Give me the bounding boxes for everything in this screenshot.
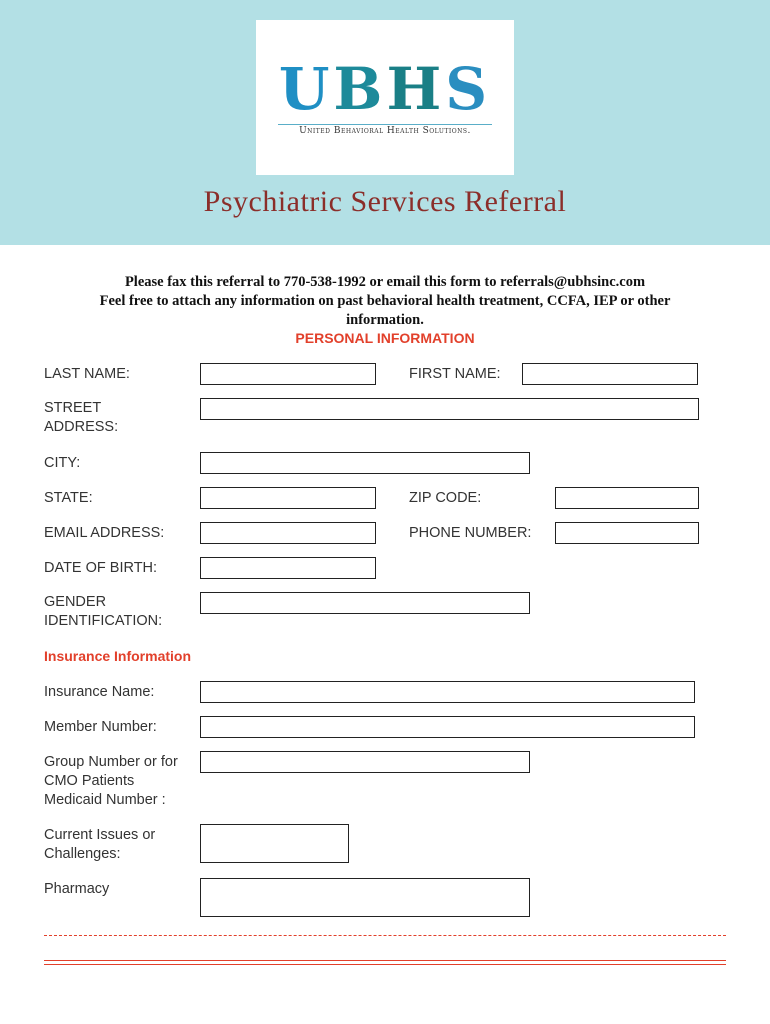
insurance-name-label: Insurance Name: (44, 684, 155, 700)
street-address-field[interactable] (200, 398, 699, 420)
phone-field[interactable] (555, 522, 699, 544)
email-field[interactable] (200, 522, 376, 544)
current-issues-label: Current Issues or Challenges: (44, 827, 156, 862)
insurance-heading: Insurance Information (44, 648, 192, 664)
member-number-label: Member Number: (44, 719, 157, 735)
last-name-label: LAST NAME: (44, 366, 130, 382)
intro-line-attach: Feel free to attach any information on past behavioral health treatment, CCFA, IEP or other information. (99, 293, 671, 328)
dob-label: DATE OF BIRTH: (44, 560, 158, 576)
dashed-divider (44, 935, 726, 936)
phone-label: PHONE NUMBER: (409, 525, 532, 541)
street-address-label: STREET ADDRESS: (44, 400, 119, 435)
email-label: EMAIL ADDRESS: (44, 525, 165, 541)
intro-line-fax: Please fax this referral to 770-538-1992 or email this form to referrals@ubhsinc.com (124, 274, 646, 290)
current-issues-field[interactable] (200, 824, 349, 863)
city-label: CITY: (44, 455, 81, 471)
personal-info-heading: PERSONAL INFORMATION (295, 330, 475, 346)
zip-code-field[interactable] (555, 487, 699, 509)
state-label: STATE: (44, 490, 93, 506)
city-field[interactable] (200, 452, 530, 474)
pharmacy-label: Pharmacy (44, 881, 110, 897)
zip-code-label: ZIP CODE: (409, 490, 482, 506)
group-number-field[interactable] (200, 751, 530, 773)
double-divider (44, 960, 726, 965)
intro-instructions (60, 273, 710, 330)
header-band (0, 0, 770, 245)
logo-letters: UBHS (278, 55, 492, 123)
company-logo (256, 20, 514, 175)
logo-tagline: United Behavioral Health Solutions. (299, 126, 471, 136)
dob-field[interactable] (200, 557, 376, 579)
group-number-label: Group Number or for CMO Patients Medicaid Number : (44, 754, 178, 808)
last-name-field[interactable] (200, 363, 376, 385)
state-field[interactable] (200, 487, 376, 509)
insurance-name-field[interactable] (200, 681, 695, 703)
page-title: Psychiatric Services Referral (203, 185, 567, 218)
gender-field[interactable] (200, 592, 530, 614)
first-name-label: FIRST NAME: (409, 366, 501, 382)
pharmacy-field[interactable] (200, 878, 530, 917)
logo-divider (278, 124, 492, 125)
gender-label: GENDER IDENTIFICATION: (44, 594, 163, 629)
member-number-field[interactable] (200, 716, 695, 738)
first-name-field[interactable] (522, 363, 698, 385)
